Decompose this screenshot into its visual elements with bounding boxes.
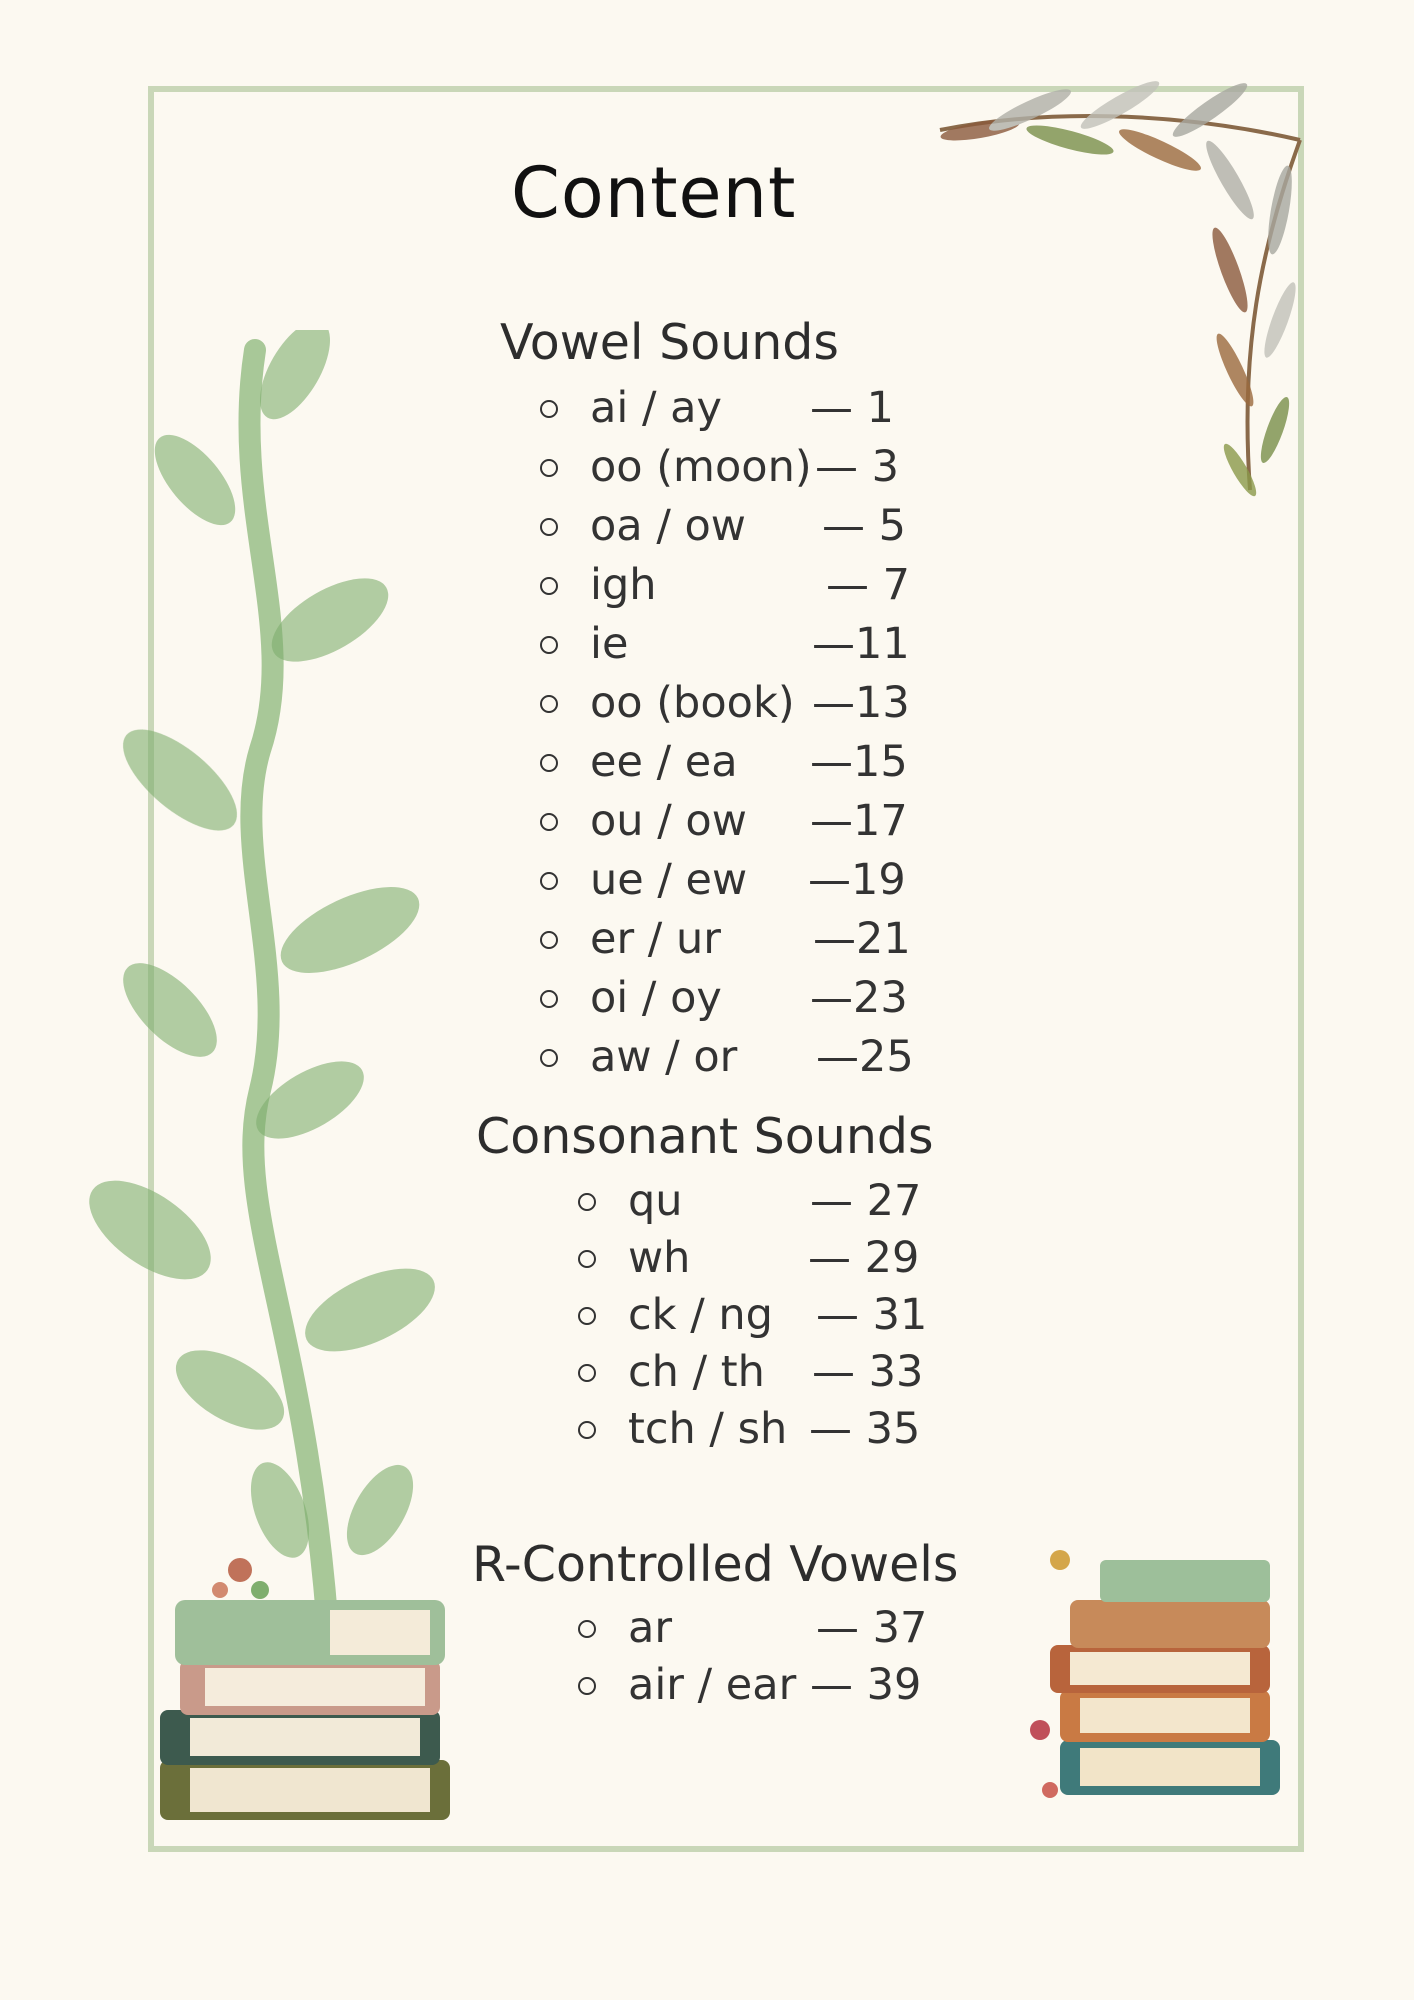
toc-entry-label: ch / th [628, 1347, 765, 1397]
circle-bullet-icon [540, 990, 558, 1008]
section-heading-r-controlled-vowels: R-Controlled Vowels [472, 1536, 959, 1593]
circle-bullet-icon [540, 813, 558, 831]
circle-bullet-icon [540, 459, 558, 477]
toc-entry-label: ue / ew [590, 855, 748, 905]
toc-entry-label: ar [628, 1603, 673, 1653]
toc-entry-page: —11 [812, 619, 910, 669]
toc-entry-page: —13 [812, 678, 910, 728]
toc-entry-label: oo (moon) [590, 442, 812, 492]
circle-bullet-icon [578, 1307, 596, 1325]
toc-entry-label: aw / or [590, 1032, 738, 1082]
circle-bullet-icon [578, 1421, 596, 1439]
toc-entry-page: —19 [808, 855, 906, 905]
circle-bullet-icon [540, 931, 558, 949]
toc-entry-page: — 31 [816, 1290, 928, 1340]
toc-entry-label: igh [590, 560, 657, 610]
page-title: Content [511, 152, 797, 234]
toc-entry-label: ee / ea [590, 737, 738, 787]
toc-entry-page: — 7 [826, 560, 911, 610]
circle-bullet-icon [578, 1620, 596, 1638]
toc-entry-page: — 27 [810, 1176, 922, 1226]
toc-entry-label: oa / ow [590, 501, 746, 551]
toc-entry-label: wh [628, 1233, 691, 1283]
toc-entry-page: —15 [810, 737, 908, 787]
toc-entry-label: ai / ay [590, 383, 722, 433]
book-stack-left [150, 1540, 480, 1860]
circle-bullet-icon [540, 1049, 558, 1067]
toc-entry-page: — 35 [809, 1404, 921, 1454]
book-stack-right [1020, 1530, 1290, 1840]
toc-entry-label: qu [628, 1176, 683, 1226]
circle-bullet-icon [540, 754, 558, 772]
toc-entry-page: — 33 [812, 1347, 924, 1397]
toc-entry-label: ck / ng [628, 1290, 773, 1340]
circle-bullet-icon [578, 1193, 596, 1211]
section-heading-consonant-sounds: Consonant Sounds [476, 1108, 934, 1165]
circle-bullet-icon [540, 636, 558, 654]
toc-entry-label: er / ur [590, 914, 721, 964]
toc-entry-page: — 1 [810, 383, 895, 433]
toc-entry-label: oi / oy [590, 973, 722, 1023]
toc-entry-label: air / ear [628, 1660, 797, 1710]
circle-bullet-icon [540, 695, 558, 713]
circle-bullet-icon [540, 872, 558, 890]
circle-bullet-icon [540, 400, 558, 418]
circle-bullet-icon [578, 1677, 596, 1695]
toc-entry-page: — 37 [816, 1603, 928, 1653]
circle-bullet-icon [578, 1250, 596, 1268]
toc-entry-page: — 29 [808, 1233, 920, 1283]
toc-entry-page: —17 [810, 796, 908, 846]
toc-entry-page: —23 [810, 973, 908, 1023]
circle-bullet-icon [540, 518, 558, 536]
toc-entry-page: — 3 [815, 442, 900, 492]
circle-bullet-icon [578, 1364, 596, 1382]
section-heading-vowel-sounds: Vowel Sounds [500, 314, 839, 371]
circle-bullet-icon [540, 577, 558, 595]
toc-entry-label: ie [590, 619, 629, 669]
toc-entry-page: —21 [813, 914, 911, 964]
toc-entry-label: ou / ow [590, 796, 747, 846]
toc-entry-page: — 5 [822, 501, 907, 551]
leafy-branch-corner [920, 70, 1320, 510]
vine-illustration [80, 330, 460, 1660]
toc-entry-label: oo (book) [590, 678, 795, 728]
toc-entry-page: —25 [816, 1032, 914, 1082]
toc-entry-page: — 39 [810, 1660, 922, 1710]
toc-entry-label: tch / sh [628, 1404, 788, 1454]
